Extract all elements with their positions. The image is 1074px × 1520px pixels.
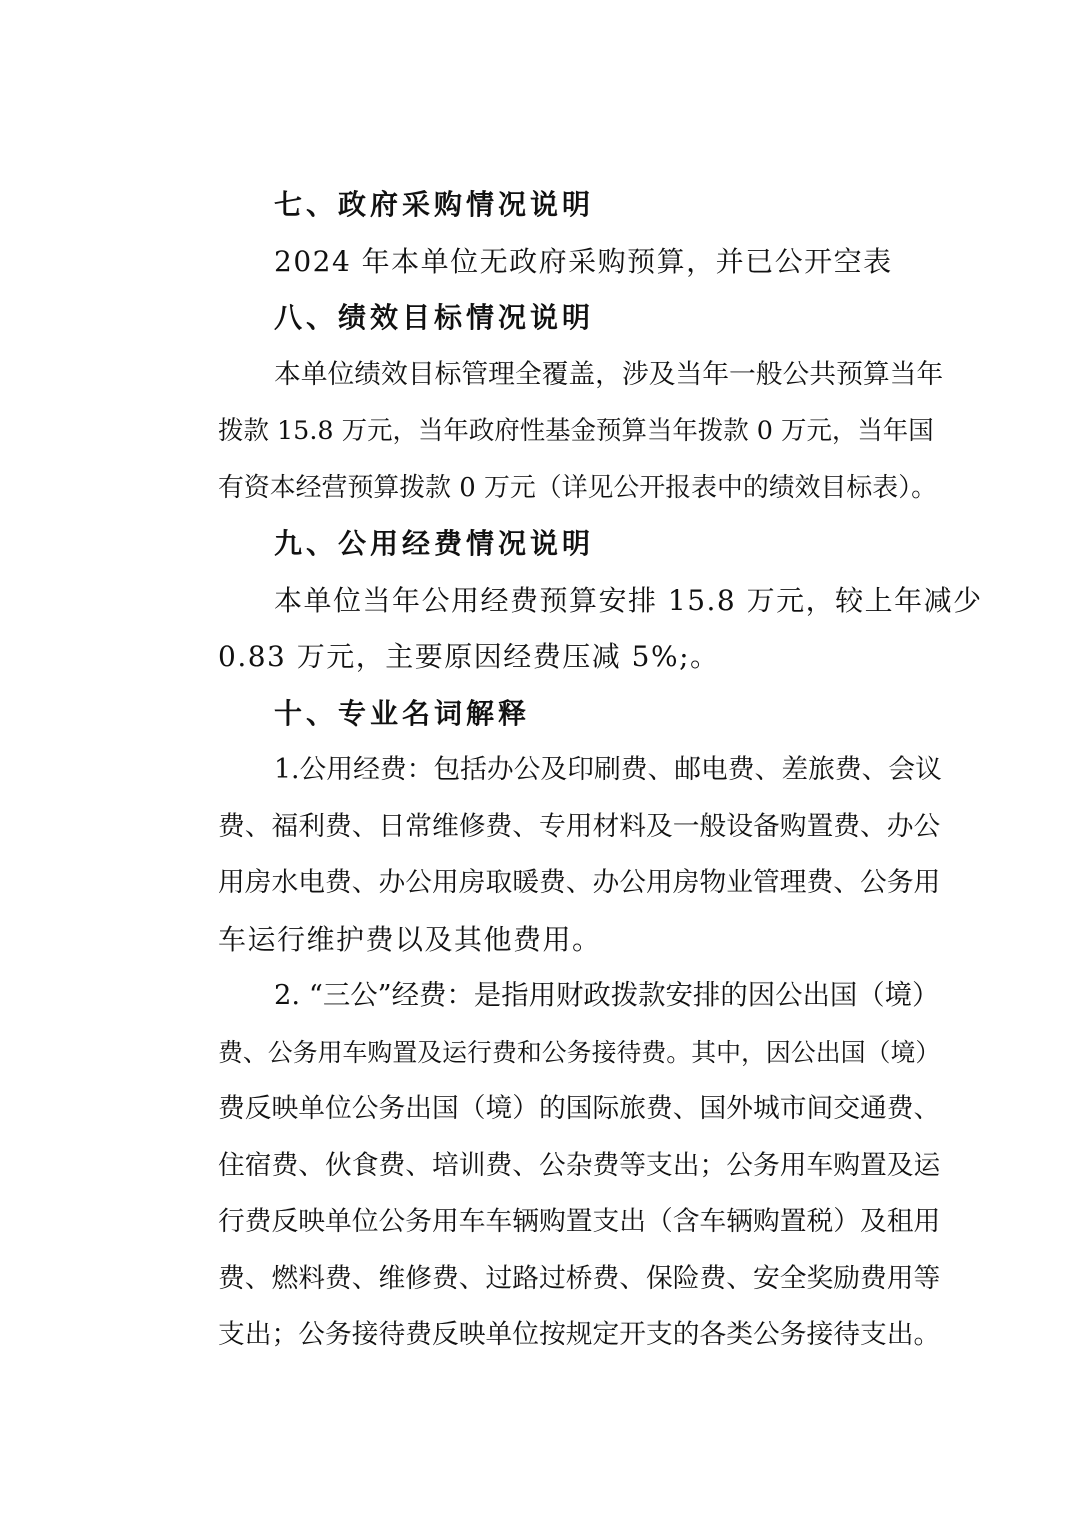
heading-line: 九、公用经费情况说明 xyxy=(274,527,595,560)
paragraph-line: 用房水电费、办公用房取暖费、办公用房物业管理费、公务用 xyxy=(218,867,941,898)
paragraph-line: 住宿费、伙食费、培训费、公杂费等支出；公务用车购置及运 xyxy=(218,1149,941,1181)
paragraph-line: 本单位当年公用经费预算安排 15.8 万元，较上年减少 xyxy=(274,583,983,617)
section-heading-glossary xyxy=(162,686,927,743)
paragraph-glossary-three-public xyxy=(162,968,941,1364)
paragraph-line: 1.公用经费：包括办公及印刷费、邮电费、差旅费、会议 xyxy=(274,754,942,785)
section-heading-public-funds xyxy=(162,516,927,573)
paragraph-procurement xyxy=(162,234,927,291)
paragraph-glossary-public-funds xyxy=(162,742,942,968)
paragraph-line: 有资本经营预算拨款 0 万元（详见公开报表中的绩效目标表）。 xyxy=(218,472,938,503)
paragraph-line: 行费反映单位公务用车车辆购置支出（含车辆购置税）及租用 xyxy=(218,1206,941,1237)
heading-line: 七、政府采购情况说明 xyxy=(274,188,595,221)
document-body xyxy=(162,177,983,1364)
paragraph-line: 2024 年本单位无政府采购预算，并已公开空表 xyxy=(274,244,893,278)
section-heading-procurement xyxy=(162,177,927,234)
paragraph-line: 0.83 万元，主要原因经费压减 5%;。 xyxy=(218,640,720,673)
heading-line: 十、专业名词解释 xyxy=(274,696,531,730)
paragraph-line: 车运行维护费以及其他费用。 xyxy=(218,922,602,956)
paragraph-public-funds xyxy=(162,573,983,686)
paragraph-line: 2. “三公”经费：是指用财政拨款安排的因公出国（境） xyxy=(274,980,940,1011)
heading-line: 八、绩效目标情况说明 xyxy=(274,301,595,334)
paragraph-line: 费反映单位公务出国（境）的国际旅费、国外城市间交通费、 xyxy=(218,1093,941,1124)
paragraph-line: 拨款 15.8 万元，当年政府性基金预算当年拨款 0 万元，当年国 xyxy=(218,416,934,446)
paragraph-performance xyxy=(162,347,944,517)
paragraph-line: 支出；公务接待费反映单位按规定开支的各类公务接待支出。 xyxy=(218,1319,941,1350)
paragraph-line: 本单位绩效目标管理全覆盖，涉及当年一般公共预算当年 xyxy=(274,358,944,390)
section-heading-performance xyxy=(162,290,927,347)
paragraph-line: 费、福利费、日常维修费、专用材料及一般设备购置费、办公 xyxy=(218,810,941,842)
paragraph-line: 费、燃料费、维修费、过路过桥费、保险费、安全奖励费用等 xyxy=(218,1262,941,1294)
paragraph-line: 费、公务用车购置及运行费和公务接待费。其中，因公出国（境） xyxy=(218,1037,941,1067)
